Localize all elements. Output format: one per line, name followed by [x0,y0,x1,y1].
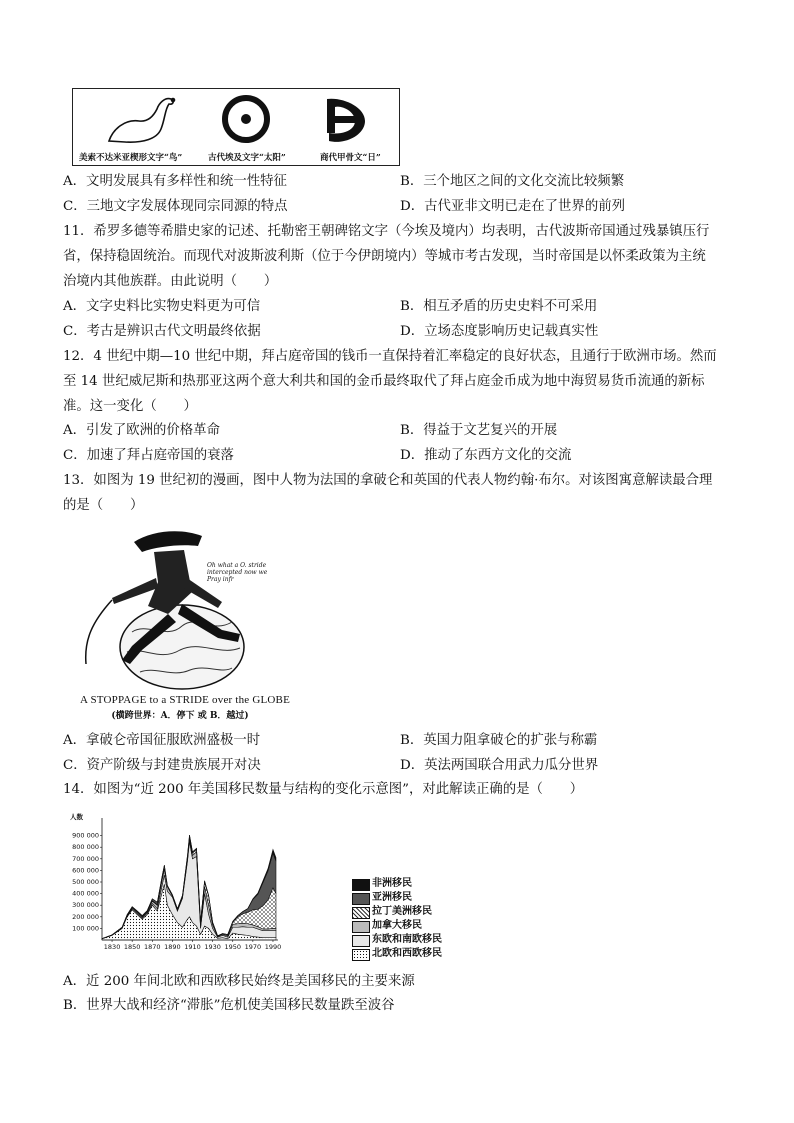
legend-swatch-africa [352,879,370,891]
x-tick-label: 1930 [204,943,221,951]
legend-swatch-latin-america [352,907,370,919]
y-axis-label: 人数 [70,813,83,821]
q12-option-b: B．得益于文艺复兴的开展 [400,423,558,438]
legend-swatch-canada [352,921,370,933]
y-tick-label: 700 000 [72,854,99,863]
legend-label-northern-western-europe: 北欧和西欧移民 [372,948,442,959]
y-tick-label: 900 000 [72,831,99,840]
q12-option-c: C．加速了拜占庭帝国的衰落 [63,448,234,463]
q12-stem-line-2: 至 14 世纪威尼斯和热那亚这两个意大利共和国的金币最终取代了拜占庭金币成为地中海贸易货币流通的新标 [63,374,705,389]
x-tick-label: 1850 [123,943,141,951]
x-tick-label: 1950 [224,943,242,951]
napoleon-cartoon [72,522,290,722]
q13-option-d: D．英法两国联合用武力瓜分世界 [400,758,599,773]
immigration-chart-plot [66,810,286,960]
legend-label-latin-america: 拉丁美洲移民 [372,906,432,917]
immigration-chart [66,810,442,960]
q10-option-b: B．三个地区之间的文化交流比较频繁 [400,174,625,189]
caption-bird: 美索不达米亚楔形文字“鸟” [79,153,183,163]
q11-stem-line-2: 省，保持稳固统治。而现代对波斯波利斯（位于今伊朗境内）等城市考古发现，当时帝国是以怀柔政策为主统 [63,249,706,264]
x-tick-label: 1990 [264,943,282,951]
cartoon-subtitle: (横跨世界：A．停下 或 B．越过) [111,711,249,721]
caption-sun-egypt: 古代埃及文字“太阳” [208,153,286,163]
legend-swatch-northern-western-europe [352,949,370,961]
y-tick-label: 200 000 [72,912,99,921]
q10-option-c: C．三地文字发展体现同宗同源的特点 [63,199,288,214]
q14-stem-line-1: 14．如图为“近 200 年美国移民数量与结构的变化示意图”，对此解读正确的是（ ） [63,782,584,797]
q14-option-b: B．世界大战和经济“滞胀”危机使美国移民数量跌至波谷 [63,998,395,1013]
q11-stem-line-3: 治境内其他族群。由此说明（ ） [63,274,278,289]
q11-option-a: A．文字史料比实物史料更为可信 [63,299,261,314]
x-tick-label: 1910 [184,943,201,951]
y-tick-label: 100 000 [72,924,99,933]
x-tick-label: 1970 [244,943,262,951]
x-tick-label: 1890 [164,943,181,951]
q13-stem-line-2: 的是（ ） [63,498,144,513]
y-tick-label: 800 000 [72,843,99,852]
legend-swatch-asia [352,893,370,905]
legend-label-asia: 亚洲移民 [372,892,412,903]
cartoon-speech: Oh what a O. stride intercepted now we Pray infr [207,562,268,583]
y-tick-label: 500 000 [72,878,99,886]
sun-glyph-icon [225,98,267,140]
legend-swatch-eastern-southern-europe [352,935,370,947]
x-tick-label: 1830 [103,943,121,951]
legend-label-canada: 加拿大移民 [372,920,422,931]
q14-option-a: A．近 200 年间北欧和西欧移民始终是美国移民的主要来源 [63,974,415,989]
q10-option-d: D．古代亚非文明已走在了世界的前列 [400,199,625,214]
q12-stem-line-1: 12．4 世纪中期—10 世纪中期，拜占庭帝国的钱币一直保持着汇率稳定的良好状态，且通行于欧洲市场。然而 [63,349,717,364]
q10-option-a: A．文明发展具有多样性和统一性特征 [63,174,287,189]
q13-stem-line-1: 13．如图为 19 世纪初的漫画，图中人物为法国的拿破仑和英国的代表人物约翰·布尔。对该图寓意解读最合理 [63,473,713,488]
legend-label-eastern-southern-europe: 东欧和南欧移民 [372,934,442,945]
y-tick-label: 300 000 [72,901,99,910]
cartoon-title: A STOPPAGE to a STRIDE over the GLOBE [80,694,290,706]
q11-option-c: C．考古是辨识古代文明最终依据 [63,324,261,339]
q11-option-b: B．相互矛盾的历史史料不可采用 [400,299,598,314]
q12-stem-line-3: 准。这一变化（ ） [63,399,197,414]
x-tick-label: 1870 [144,943,161,951]
q12-option-d: D．推动了东西方文化的交流 [400,448,572,463]
q13-option-b: B．英国力阻拿破仑的扩张与称霸 [400,733,598,748]
q10-glyphs [73,89,399,149]
legend-label-africa: 非洲移民 [372,878,412,889]
q13-option-c: C．资产阶级与封建贵族展开对决 [63,758,261,773]
oracle-sun-glyph-icon [327,99,365,142]
caption-sun-oracle: 商代甲骨文“日” [320,153,381,163]
y-tick-label: 400 000 [72,889,99,898]
y-tick-label: 600 000 [72,866,99,875]
q11-stem-line-1: 11．希罗多德等希腊史家的记述、托勒密王朝碑铭文字（今埃及境内）均表明，古代波斯帝国通过残暴镇压行 [63,224,710,239]
cartoon-drawing-icon [72,522,282,692]
q13-option-a: A．拿破仑帝国征服欧洲盛极一时 [63,733,261,748]
q11-option-d: D．立场态度影响历史记载真实性 [400,324,599,339]
bird-glyph-icon [109,99,175,143]
q12-option-a: A．引发了欧洲的价格革命 [63,423,220,438]
q10-figure [72,88,400,166]
